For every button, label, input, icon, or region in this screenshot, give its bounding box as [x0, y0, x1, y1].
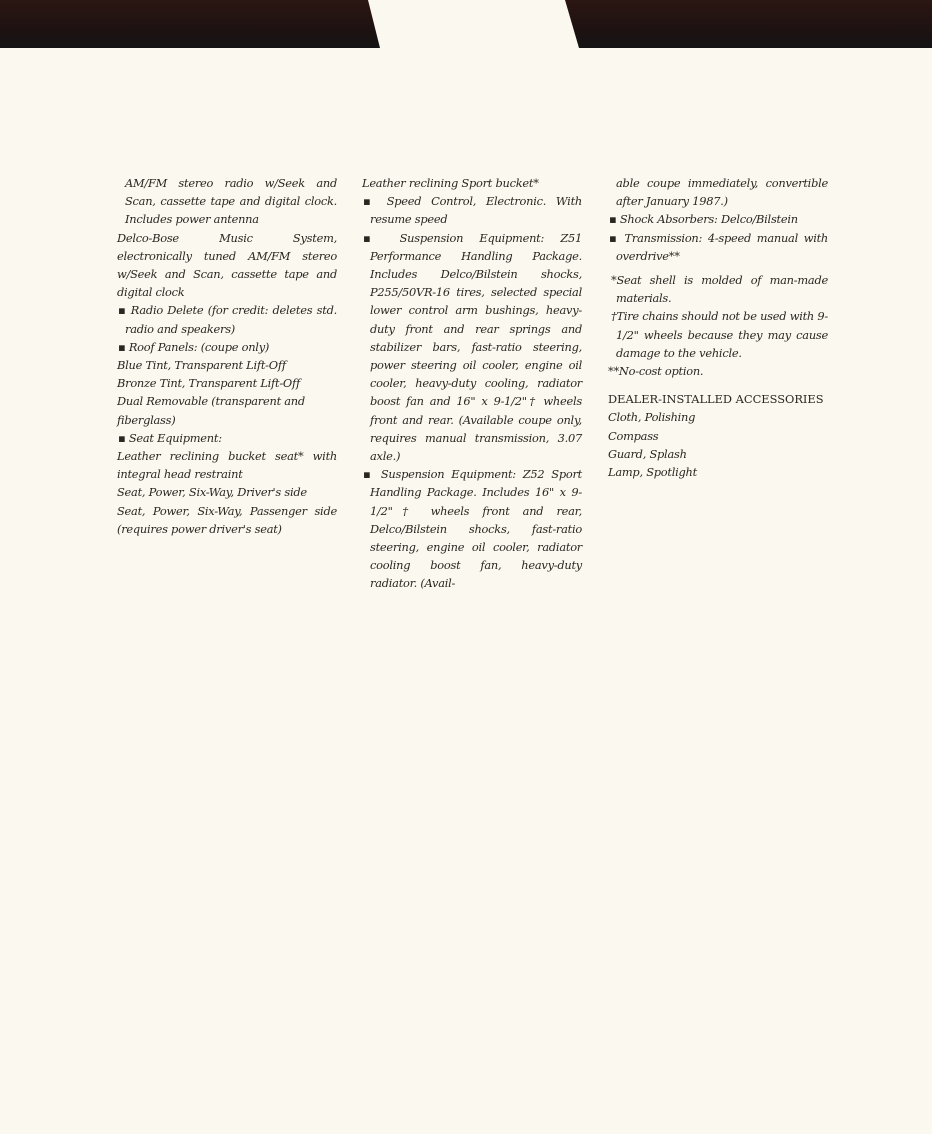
options-column-3	[608, 174, 828, 481]
option-dual-removable: Dual Removable (transparent and fiberglass)	[117, 394, 305, 427]
footnote-seat-shell: *Seat shell is molded of man-made materials.	[611, 273, 828, 306]
option-z51: ▪ Suspension Equipment: Z51 Performance Handling Package. Includes Delco/Bilstein shocks, P255/50VR-16 tires, selected special lower control arm bushings, heavy-duty front and rear springs and stabilizer bars, fast-ratio steering, power steering oil cooler, engine oil cooler, heavy-duty cooling, radiator boost fan and 16" x 9-1/2"† wheels front and rear. (Available coupe only, requires manual transmission, 3.07 axle.)	[362, 229, 582, 466]
dealer-accessories-heading: DEALER-INSTALLED ACCESSORIES	[608, 392, 824, 407]
header-band-left	[0, 0, 380, 48]
dealer-item: Lamp, Spotlight	[608, 465, 697, 480]
option-seat-passenger: Seat, Power, Six-Way, Passenger side (requires power driver's seat)	[117, 503, 337, 536]
option-availability-cont: able coupe immediately, convertible after January 1987.)	[616, 176, 828, 209]
option-shock-absorbers: ▪ Shock Absorbers: Delco/Bilstein	[608, 210, 828, 228]
option-bronze-tint: Bronze Tint, Transparent Lift-Off	[117, 376, 300, 391]
option-seat-driver: Seat, Power, Six-Way, Driver's side	[117, 485, 307, 500]
option-delco-bose: Delco-Bose Music System, electronically tuned AM/FM stereo w/Seek and Scan, cassette tape and digital clock	[117, 230, 337, 300]
dealer-item: Compass	[608, 428, 659, 443]
option-seat-equipment: ▪ Seat Equipment:	[117, 429, 337, 447]
dealer-item: Cloth, Polishing	[608, 410, 696, 425]
option-z52: ▪ Suspension Equipment: Z52 Sport Handling Package. Includes 16" x 9-1/2"† wheels front and rear, Delco/Bilstein shocks, fast-ratio steering, engine oil cooler, radiator cooling boost fan, heavy-duty radiator. (Avail-	[362, 465, 582, 592]
option-am-fm-radio: AM/FM stereo radio w/Seek and Scan, cassette tape and digital clock. Includes power antenna	[125, 176, 337, 227]
options-column-1	[117, 174, 337, 538]
header-band-right	[565, 0, 932, 48]
dealer-item: Guard, Splash	[608, 446, 687, 461]
options-column-2	[362, 174, 582, 593]
footnote-no-cost: **No-cost option.	[608, 364, 704, 379]
option-leather-sport: Leather reclining Sport bucket*	[362, 176, 539, 190]
footnote-tire-chains: †Tire chains should not be used with 9-1/2" wheels because they may cause damage to the vehicle.	[611, 309, 828, 360]
option-speed-control: ▪ Speed Control, Electronic. With resume speed	[362, 192, 582, 228]
option-blue-tint: Blue Tint, Transparent Lift-Off	[117, 358, 286, 373]
option-transmission: ▪ Transmission: 4-speed manual with overdrive**	[608, 229, 828, 265]
option-radio-delete: ▪ Radio Delete (for credit: deletes std. radio and speakers)	[117, 301, 337, 337]
option-roof-panels: ▪ Roof Panels: (coupe only)	[117, 338, 337, 356]
option-leather-reclining: Leather reclining bucket seat* with integral head restraint	[117, 449, 337, 482]
